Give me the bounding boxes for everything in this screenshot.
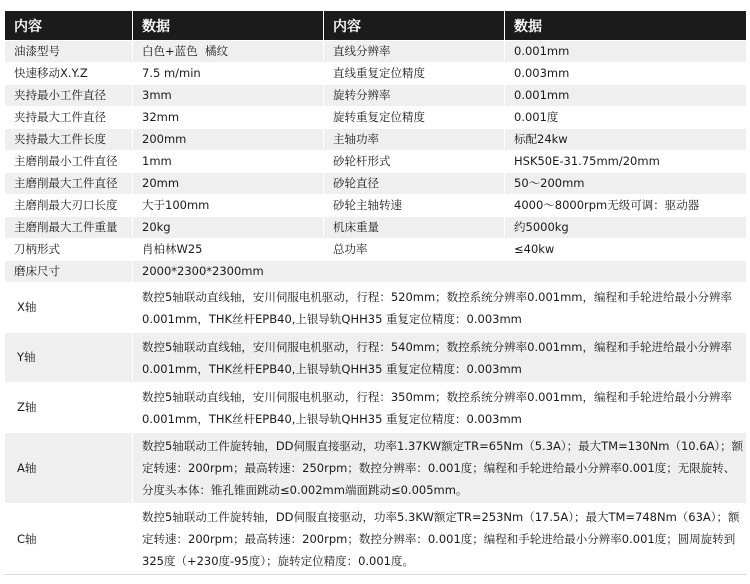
spec-label: 总功率 [324, 239, 505, 261]
table-row [5, 85, 747, 107]
spec-value: 7.5 m/min [133, 63, 324, 85]
table-row [5, 195, 747, 217]
axis-description: 数控5轴联动直线轴，安川伺服电机驱动，行程：520mm；数控系统分辨率0.001mm，编程和手轮进给最小分辨率0.001mm，THK丝杆EPB40,上银导轨QHH35 重复定位精度：0.003mm [133, 283, 747, 333]
spec-value: 32mm [133, 107, 324, 129]
header-content-2: 内容 [324, 11, 505, 41]
spec-sheet [4, 10, 746, 575]
axis-description: 数控5轴联动直线轴，安川伺服电机驱动，行程：540mm；数控系统分辨率0.001mm，编程和手轮进给最小分辨率0.001mm，THK丝杆EPB40,上银导轨QHH35 重复定位精度：0.003mm [133, 333, 747, 383]
table-row [5, 151, 747, 173]
spec-label: 磨床尺寸 [5, 261, 133, 283]
spec-value: 0.001mm [505, 85, 747, 107]
header-data-1: 数据 [133, 11, 324, 41]
axis-label: Z轴 [5, 383, 133, 433]
spec-label: 直线分辨率 [324, 41, 505, 63]
axis-description: 数控5轴联动工件旋转轴，DD伺服直接驱动，功率5.3KW额定TR=253Nm（17.5A）；最大TM=748Nm（63A）；额定转速：200rpm；最高转速：200rpm；数控分辨率：0.001度；编程和手轮进给最小分辨率0.001度；圆周旋转到325度（+230度-95度）；旋转定位精度：0.001度。 [133, 504, 747, 575]
spec-label: 夹持最小工件直径 [5, 85, 133, 107]
axis-row-a [5, 433, 747, 504]
spec-value: 标配24kw [505, 129, 747, 151]
table-row [5, 129, 747, 151]
axis-description: 数控5轴联动工件旋转轴，DD伺服直接驱动，功率1.37KW额定TR=65Nm（5.3A）；最大TM=130Nm（10.6A）；额定转速：200rpm；最高转速：250rpm；数控分辨率：0.001度；编程和手轮进给最小分辨率0.001度；无限旋转、分度头本体：锥孔锥面跳动≤0.002mm端面跳动≤0.005mm。 [133, 433, 747, 504]
spec-value: 4000～8000rpm无级可调：驱动器 [505, 195, 747, 217]
axis-row-c [5, 504, 747, 575]
spec-value: 0.001度 [505, 107, 747, 129]
axis-label: Y轴 [5, 333, 133, 383]
spec-label: 主磨削最大工件重量 [5, 217, 133, 239]
spec-value: 大于100mm [133, 195, 324, 217]
spec-label: 刀柄形式 [5, 239, 133, 261]
axis-label: A轴 [5, 433, 133, 504]
spec-label: 旋转重复定位精度 [324, 107, 505, 129]
table-row [5, 239, 747, 261]
spec-value: 0.003mm [505, 63, 747, 85]
spec-value: 50～200mm [505, 173, 747, 195]
table-header-row [5, 11, 747, 41]
spec-value: 1mm [133, 151, 324, 173]
spec-label: 旋转分辨率 [324, 85, 505, 107]
spec-value: HSK50E-31.75mm/20mm [505, 151, 747, 173]
spec-label: 快速移动X.Y.Z [5, 63, 133, 85]
spec-value: 约5000kg [505, 217, 747, 239]
header-data-2: 数据 [505, 11, 747, 41]
spec-label: 主轴功率 [324, 129, 505, 151]
axis-description: 数控5轴联动直线轴，安川伺服电机驱动，行程：350mm；数控系统分辨率0.001mm，编程和手轮进给最小分辨率0.001mm，THK丝杆EPB40,上银导轨QHH35 重复定位精度：0.003mm [133, 383, 747, 433]
spec-value: 20mm [133, 173, 324, 195]
table-row [5, 107, 747, 129]
spec-label: 机床重量 [324, 217, 505, 239]
spec-value: 白色+蓝色 橘纹 [133, 41, 324, 63]
axis-row-x [5, 283, 747, 333]
table-row [5, 261, 747, 283]
table-row [5, 173, 747, 195]
table-row [5, 63, 747, 85]
spec-value: 3mm [133, 85, 324, 107]
axis-label: C轴 [5, 504, 133, 575]
spec-value: 0.001mm [505, 41, 747, 63]
axis-row-z [5, 383, 747, 433]
spec-value: 肖柏林W25 [133, 239, 324, 261]
spec-label: 油漆型号 [5, 41, 133, 63]
spec-label: 砂轮直径 [324, 173, 505, 195]
spec-label: 夹持最大工件直径 [5, 107, 133, 129]
spec-label: 主磨削最大刃口长度 [5, 195, 133, 217]
axis-row-y [5, 333, 747, 383]
spec-table [4, 10, 747, 575]
spec-value: 20kg [133, 217, 324, 239]
spec-label: 直线重复定位精度 [324, 63, 505, 85]
spec-label: 主磨削最大工件直径 [5, 173, 133, 195]
axis-label: X轴 [5, 283, 133, 333]
spec-value: 200mm [133, 129, 324, 151]
table-row [5, 217, 747, 239]
table-row [5, 41, 747, 63]
spec-label: 砂轮主轴转速 [324, 195, 505, 217]
spec-label: 主磨削最小工件直径 [5, 151, 133, 173]
spec-label: 砂轮杆形式 [324, 151, 505, 173]
spec-value: ≤40kw [505, 239, 747, 261]
spec-label: 夹持最大工件长度 [5, 129, 133, 151]
spec-value: 2000*2300*2300mm [133, 261, 747, 283]
header-content-1: 内容 [5, 11, 133, 41]
